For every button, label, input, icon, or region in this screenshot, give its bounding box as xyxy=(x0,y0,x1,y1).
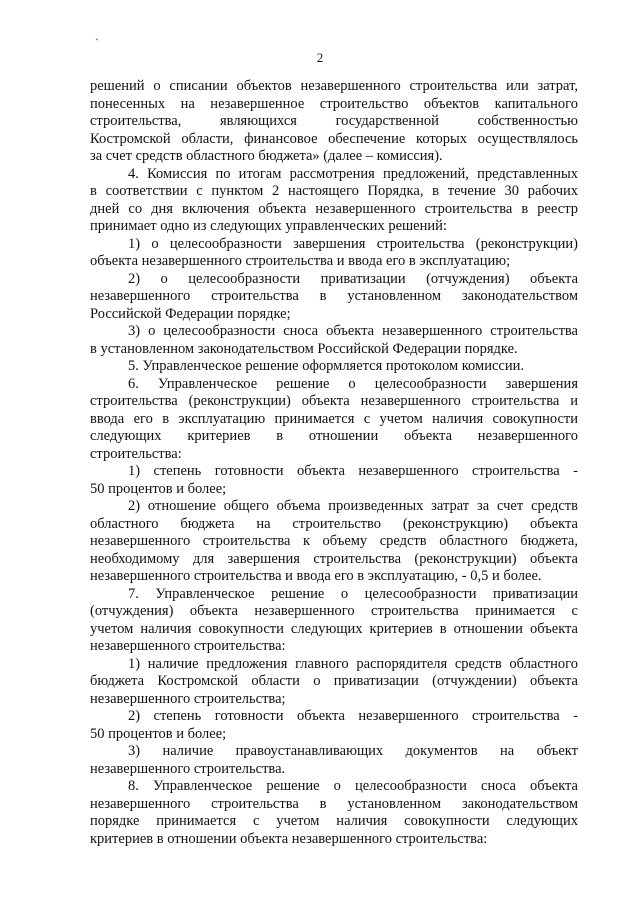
text-line: 3) о целесообразности сноса объекта незавершенного строительства xyxy=(128,323,578,339)
scan-mark: ` xyxy=(95,36,99,50)
text-line: 6. Управленческое решение о целесообразности завершения xyxy=(128,375,578,392)
text-line: 1) степень готовности объекта незавершенного строительства - xyxy=(128,463,578,479)
text-line: 2) степень готовности объекта незавершенного строительства - xyxy=(128,708,578,724)
text-line: строительства: xyxy=(90,445,182,462)
text-line: порядке принимается с учетом наличия совокупности следующих xyxy=(90,813,578,829)
text-line: 3) наличие правоустанавливающих документов на объект xyxy=(128,743,578,759)
text-line: незавершенного строительства в установленном законодательством xyxy=(90,288,578,304)
text-line: дней со дня включения объекта незавершенного строительства в реестр xyxy=(90,200,578,217)
text-line: понесенных на незавершенное строительство объектов капитального xyxy=(90,95,578,112)
text-line: незавершенного строительства к объему средств областного бюджета, xyxy=(90,533,578,549)
text-line: незавершенного строительства; xyxy=(90,690,286,707)
document-body xyxy=(90,78,578,848)
text-line: 1) наличие предложения главного распорядителя средств областного xyxy=(128,655,578,672)
text-line: в соответствии с пунктом 2 настоящего Порядка, в течение 30 рабочих xyxy=(90,183,578,199)
page-number: 2 xyxy=(316,50,324,65)
text-line: критериев в отношении объекта незавершенного строительства: xyxy=(90,830,488,847)
text-line: 8. Управленческое решение о целесообразности сноса объекта xyxy=(128,778,578,794)
text-line: в установленном законодательством Российской Федерации порядке. xyxy=(90,340,518,357)
text-line: незавершенного строительства. xyxy=(90,760,286,777)
text-line: 7. Управленческое решение о целесообразности приватизации xyxy=(128,585,578,602)
text-line: 50 процентов и более; xyxy=(90,480,227,497)
text-line: незавершенного строительства и ввода его в эксплуатацию, - 0,5 и более. xyxy=(90,568,542,584)
text-line: 5. Управленческое решение оформляется протоколом комиссии. xyxy=(128,358,524,374)
text-line: бюджета Костромской области о приватизации (отчуждении) объекта xyxy=(90,673,578,689)
text-line: необходимому для завершения строительства (реконструкции) объекта xyxy=(90,550,578,567)
text-line: ввода его в эксплуатацию принимается с учетом наличия совокупности xyxy=(90,410,578,427)
text-line: учетом наличия совокупности следующих критериев в отношении объекта xyxy=(90,620,578,637)
text-line: объекта незавершенного строительства и ввода его в эксплуатацию; xyxy=(90,253,511,269)
text-line: Российской Федерации порядке; xyxy=(90,305,291,322)
text-line: (отчуждения) объекта незавершенного строительства принимается с xyxy=(90,603,578,619)
text-line: 1) о целесообразности завершения строительства (реконструкции) xyxy=(128,235,578,252)
text-line: строительства (реконструкции) объекта незавершенного строительства и xyxy=(90,393,578,409)
text-line: строительства, являющихся государственной собственностью xyxy=(90,113,578,129)
text-line: принимает одно из следующих управленческих решений: xyxy=(90,218,447,234)
text-line: незавершенного строительства в установленном законодательством xyxy=(90,795,578,812)
text-line: Костромской области, финансовое обеспечение которых осуществлялось xyxy=(90,130,578,147)
text-line: 2) о целесообразности приватизации (отчуждения) объекта xyxy=(128,270,578,287)
text-line: за счет средств областного бюджета» (далее – комиссия). xyxy=(90,148,443,164)
text-line: 50 процентов и более; xyxy=(90,725,227,742)
text-line: незавершенного строительства: xyxy=(90,638,286,654)
text-line: 2) отношение общего объема произведенных затрат за счет средств xyxy=(128,498,578,514)
text-line: следующих критериев в отношении объекта незавершенного xyxy=(90,428,578,444)
text-line: областного бюджета на строительство (реконструкцию) объекта xyxy=(90,515,578,532)
text-line: решений о списании объектов незавершенного строительства или затрат, xyxy=(90,78,578,94)
text-line: 4. Комиссия по итогам рассмотрения предложений, представленных xyxy=(128,165,578,182)
